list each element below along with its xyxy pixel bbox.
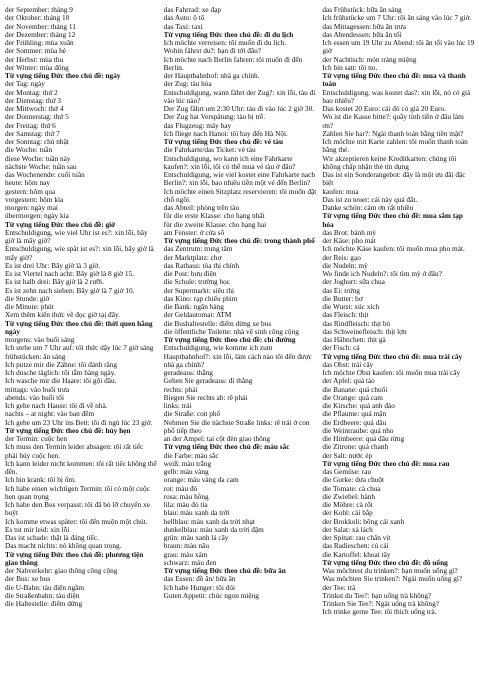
vocab-entry: Was möchtest du trinken?: bạn muốn uống gì? (322, 566, 458, 575)
vocab-entry: schwarz: màu đen (163, 557, 217, 567)
vocab-entry: Ich trinke gerne Tee: tôi thích uống trà. (322, 607, 437, 617)
vocab-entry: die Stunde: giờ (5, 293, 50, 303)
vocab-entry: grau: màu xám (163, 549, 208, 559)
vocab-entry: Danke schön: cảm ơn rất nhiều (322, 203, 414, 212)
vocab-entry: Xem thêm kiến thức về đọc giờ tại đây. (5, 310, 120, 320)
vocab-entry: geradeaus: thẳng (163, 368, 213, 377)
vocab-entry: grün: màu xanh lá cây (163, 533, 229, 542)
vocab-entry: der Dezember: tháng 12 (5, 29, 76, 39)
section-heading: Từ vựng tiếng Đức theo chủ đề: màu sắc (163, 442, 290, 452)
vocab-entry: Was möchten Sie trinken?: Ngài muốn uống gì? (322, 574, 463, 584)
vocab-entry: Zahlen Sie bar?: Ngài thanh toán bằng tiền mặt? (322, 128, 464, 138)
vocab-entry: Nehmen Sie die nächste Straße links: rẽ trái ở con phố tiếp theo (163, 417, 310, 435)
vocab-entry: Ich muss den Termin leider absagen: tôi rất tiếc phải hủy cuộc hẹn. (5, 442, 144, 460)
vocab-entry: Ich habe einen wichtigen Termin: tôi có một cuộc hẹn quan trọng (5, 483, 150, 501)
section-heading: Từ vựng tiếng Đức theo chủ đề: bữa ăn (163, 566, 286, 575)
vocab-entry: nachts – at night: vào ban đêm (5, 409, 95, 419)
vocab-entry: der Nahverkehr: giao thông công cộng (5, 566, 118, 575)
vocab-entry: der Kohl: cải bắp (322, 508, 373, 518)
vocab-entry: die Tomate: cà chua (322, 483, 381, 493)
vocab-entry: der Brokkoli: bông cải xanh (322, 516, 405, 526)
section-heading: Từ vựng tiếng Đức theo chủ đề: thời quen hằng ngày (5, 318, 153, 336)
vocab-entry: am Fenster: ở cửa sổ (163, 227, 225, 237)
vocab-entry: der Donnerstag: thứ 5 (5, 112, 69, 122)
vocab-entry: Entschuldigung, was kostet das?: xin lỗi, nó có giá bao nhiêu? (322, 87, 471, 105)
vocab-entry: der Montag: thứ 2 (5, 87, 58, 97)
vocab-entry: die Nudeln: mỳ (322, 260, 368, 270)
vocab-entry: die Minute: phút (5, 302, 54, 311)
vocab-entry: das Hähnchen: thịt gà (322, 335, 386, 344)
vocab-entry: mittags: vào buổi trưa (5, 384, 70, 394)
vocab-entry: Ich gehe nach Hause: tôi đi về nhà. (5, 401, 108, 410)
vocab-entry: das Taxi: taxi (163, 21, 203, 31)
vocab-entry: der Apfel: quả táo (322, 376, 375, 386)
vocab-entry: Entschuldigung, wann fährt der Zug?: xin lỗi, tàu đi vào lúc nào? (163, 87, 316, 105)
vocab-entry: die Himbeere: quả dâu rừng (322, 434, 405, 443)
vocab-entry: Entschuldigung, wo kann ich eine Fahrkarte kaufen?: xin lỗi, tôi có thể mua vé tàu ở đâu? (163, 153, 296, 171)
vocab-entry: die U-Bahn: tàu điện ngầm (5, 582, 85, 592)
section-heading: Từ vựng tiếng Đức theo chủ đề: phương tiện giao thông (5, 549, 144, 567)
vocab-entry: Ich putze mir die Zähne: tôi đánh răng (5, 359, 118, 369)
vocab-entry: die Bushaltestelle: điểm dừng xe bus (163, 318, 272, 328)
vocab-entry: braun: màu nâu (163, 541, 210, 551)
vocab-entry: diese Woche: tuần này (5, 153, 71, 163)
vocab-entry: weiß: màu trắng (163, 458, 212, 468)
vocab-entry: morgen: ngày mai (5, 203, 58, 212)
vocab-entry: Wohin fährst du?: bạn đi tới đâu? (163, 46, 261, 56)
vocab-entry: Trinkst du Tee?: bạn uống trà không? (322, 590, 432, 600)
vocab-entry: die Haltestelle: điểm dừng (5, 599, 83, 608)
vocab-entry: Es ist drei Uhr: Bây giờ là 3 giờ. (5, 260, 101, 270)
vocab-entry: der Sonntag: chủ nhật (5, 137, 69, 146)
section-heading: Từ vựng tiếng Đức theo chủ đề: mua sắm tạp hóa (322, 211, 463, 229)
section-heading: Từ vựng tiếng Đức theo chủ đề: chỉ đường (163, 335, 296, 344)
vocab-entry: der November: tháng 11 (5, 21, 76, 31)
vocab-entry: der Nachtisch: món tráng miệng (322, 54, 417, 64)
vocab-entry: die Post: bưu điện (163, 269, 217, 278)
vocab-entry: der Frühling: mùa xuân (5, 38, 74, 47)
section-heading: Từ vựng tiếng Đức theo chủ đề: hủy hẹn (5, 425, 131, 435)
vocab-entry: das Essen: đồ ăn/ bữa ăn (163, 574, 236, 584)
vocab-entry: Biegen Sie rechts ab: rẽ phải (163, 392, 248, 402)
vocab-entry: Entschuldigung, wie viel Uhr ist es?: xin lỗi, bây giờ là mấy giờ? (5, 227, 148, 245)
vocab-entry: der Spinat: rau chân vịt (322, 533, 391, 542)
vocab-entry: das Abendessen: bữa ăn tối (322, 29, 402, 39)
vocab-entry: die Wurst: xúc xích (322, 302, 380, 311)
section-heading: Từ vựng tiếng Đức theo chủ đề: ngày (5, 71, 121, 80)
vocab-entry: übermorgen: ngày kia (5, 211, 69, 221)
vocab-entry: das Zentrum: trung tâm (163, 244, 233, 254)
vocab-entry: Ich essen um 19 Uhr zu Abend: tôi ăn tối vào lúc 19 giờ (322, 38, 475, 56)
vocab-entry: das Frühstück: bữa ăn sáng (322, 6, 402, 14)
vocab-entry: Trinken Sie Tee?: Ngài uống trà không? (322, 599, 439, 608)
vocab-entry: gelb: màu vàng (163, 467, 209, 476)
vocab-entry: der Hauptbahnhof: nhà ga chính. (163, 71, 260, 80)
vocab-entry: die Pflaume: quả mận (322, 409, 387, 419)
section-heading: Từ vựng tiếng Đức theo chủ đề: giờ (5, 219, 116, 229)
vocab-entry: der Tee: trà (322, 582, 356, 592)
vocab-entry: Ich bin satt: tôi no. (322, 62, 378, 72)
vocab-entry: die Kirsche: quả anh đào (322, 401, 395, 410)
vocab-entry: das Fahrrad: xe đạp (163, 6, 222, 14)
vocab-entry: Ich habe Hunger: tôi đói (163, 582, 235, 592)
vocab-entry: Guten Appetit: chúc ngon miệng (163, 590, 259, 600)
vocab-entry: die Straßenbahn: tàu điện (5, 590, 80, 600)
vocab-entry: der Marktplatz: chợ (163, 252, 222, 262)
vocab-entry: die Gurke: dưa chuột (322, 475, 385, 485)
vocab-entry: heute: hôm nay (5, 178, 50, 188)
vocab-entry: Das ist schade: thật là đáng tiếc. (5, 533, 99, 542)
vocab-entry: das Brot: bánh mỳ (322, 227, 377, 237)
vocab-entry: Das ist ein Sonderangebot: đây là một ưu đãi đặc biệt (322, 170, 466, 188)
vocab-entry: das Flugzeug: máy bay (163, 120, 232, 130)
vocab-entry: der Tag: ngày (5, 79, 45, 89)
vocab-entry: für die zweite Klasse: cho hạng hai (163, 219, 267, 229)
vocab-entry: Ich möchte nach Berlin fahren: tôi muốn đi đến Berlin. (163, 54, 303, 72)
vocab-entry: Ich dusche täglich: tôi tắm hàng ngày. (5, 368, 116, 377)
vocab-entry: das Gemüse: rau (322, 467, 371, 476)
vocab-entry: die Kartoffel: khoai tây (322, 549, 391, 559)
vocab-entry: Entschuldigung, wie viel kostet eine Fahrkarte nach Berlin?: xin lỗi, bao nhiêu tiền một vé đến Berlin? (163, 170, 316, 188)
vocab-entry: Wo finde ich Nudeln?: tôi tìm mỳ ở đâu? (322, 269, 442, 278)
section-heading: Từ vựng tiếng Đức theo chủ đề: vé tàu (163, 137, 284, 146)
vocab-entry: das Abteil: phòng trên tàu (163, 203, 240, 212)
vocab-entry: die Zwiebel: hành (322, 491, 376, 501)
vocab-entry: das Ei: trứng (322, 285, 360, 295)
vocab-entry: der Supermarkt: siêu thị (163, 285, 234, 295)
vocab-entry: für die erste Klasse: cho hạng nhất (163, 211, 265, 221)
vocab-entry: gestern: hôm qua (5, 186, 56, 196)
vocab-entry: nächste Woche: tuần sau (5, 161, 77, 171)
vocab-entry: die Möhre: cà rốt (322, 500, 373, 509)
vocab-entry: Ich möchte Obst kaufen: tôi muốn mua trái cây (322, 368, 461, 377)
vocab-entry: dunkelblau: màu xanh da trời đậm (163, 524, 264, 534)
vocab-entry: Ich komme etwas später: tôi đến muộn một chút. (5, 516, 148, 526)
vocab-entry: lila: màu đỏ tía (163, 500, 208, 509)
vocab-entry: das Wochenende: cuối tuần (5, 170, 85, 179)
vocab-entry: die Straße: con phố (163, 409, 221, 419)
vocab-entry: orange: màu vàng da cam (163, 475, 239, 485)
vocab-entry: die Fahrkarte/das Ticket: vé tàu (163, 145, 256, 155)
vocab-entry: die Erdbeere: quả dâu (322, 417, 387, 427)
vocab-entry: Wo ist die Kasse bitte?: quầy tính tiền ở đâu làm ơn? (322, 112, 464, 130)
vocab-entry: Ich fliege nach Hanoi: tôi bay đến Hà Nội. (163, 128, 288, 138)
vocab-entry: kaufen: mua (322, 186, 359, 196)
vocab-entry: der Käse: pho mát (322, 236, 376, 245)
vocab-entry: der Freitag: thứ 6 (5, 120, 56, 130)
vocab-entry: Wir akzeptieren keine Kreditkarten: chúng tôi không chấp nhận thẻ tín dụng (322, 153, 457, 171)
vocab-entry: der Termin: cuộc hẹn (5, 434, 67, 443)
vocab-entry: links: trái (163, 401, 192, 410)
vocab-entry: an der Ampel: tại cột đèn giao thông (163, 434, 271, 443)
vocab-entry: hellblau: màu xanh da trời nhạt (163, 516, 255, 526)
vocab-entry: Ich habe den Bus verpasst: tôi đã bỏ lỡ chuyến xe buýt (5, 500, 150, 518)
vocab-entry: der Geldautomat: ATM (163, 310, 232, 320)
vocab-entry: die Orange: quả cam (322, 392, 383, 402)
vocab-entry: abends: vào buổi tối (5, 392, 64, 402)
vocab-entry: der Oktober: tháng 10 (5, 13, 70, 23)
vocab-entry: der Fisch: cá (322, 343, 360, 353)
vocab-entry: Ich möchte mit Karte zahlen: tôi muốn thanh toán bằng thẻ. (322, 137, 468, 155)
vocab-entry: das Rathaus: tòa thị chính (163, 260, 240, 270)
vocab-entry: rot: màu đỏ (163, 483, 198, 493)
section-heading: Từ vựng tiếng Đức theo chủ đề: đi du lịch (163, 29, 294, 39)
section-heading: Từ vựng tiếng Đức theo chủ đề: mua và thanh toán (322, 71, 466, 89)
vocab-entry: das Fleisch: thịt (322, 310, 369, 320)
vocab-entry: das Obst: trái cây (322, 359, 374, 369)
vocab-entry: das Schweinefleisch: thịt lợn (322, 326, 407, 336)
vocab-entry: morgens: vào buổi sáng (5, 335, 75, 344)
vocab-entry: Das ist zu teuer: cái này quá đắt. (322, 194, 418, 204)
vocab-entry: Ich möchte verreisen: tôi muốn đi du lịch. (163, 38, 287, 47)
vocab-entry: rosa: màu hồng (163, 491, 209, 501)
vocab-entry: der Reis: gạo (322, 252, 361, 262)
vocab-entry: der Salat: xà lách (322, 524, 373, 534)
vocab-entry: der Samstag: thứ 7 (5, 128, 60, 138)
vocab-entry: frühstücken: ăn sáng (5, 351, 66, 361)
vocab-entry: der Sommer: mùa hè (5, 46, 66, 56)
column-left (5, 6, 158, 687)
vocab-entry: Ich gehe um 23 Uhr ins Bett: tôi đi ngủ lúc 23 giờ. (5, 417, 153, 427)
vocab-entry: die öffentliche Toilette: nhà vệ sinh công cộng (163, 326, 299, 336)
vocab-entry: die Butter: bơ (322, 293, 363, 303)
vocab-entry: rechts: phải (163, 384, 198, 394)
vocab-entry: der September: tháng 9 (5, 6, 73, 14)
vocab-entry: Der Zug hat Verspätung: tàu bị trễ. (163, 112, 266, 122)
vocab-entry: Es ist halb drei: Bây giờ là 2 rưỡi. (5, 277, 105, 287)
vocab-entry: Ich möchte einen Sitzplatz reservieren: tôi muốn đặt chỗ ngồi. (163, 186, 317, 204)
section-heading: Từ vựng tiếng Đức theo chủ đề: mua trái cây (322, 351, 463, 361)
vocab-entry: Es ist zehn nach sieben: Bây giờ là 7 giờ 10. (5, 285, 135, 295)
vocab-entry: der Mittwoch: thứ 4 (5, 104, 64, 113)
section-heading: Từ vựng tiếng Đức theo chủ đề: trong thành phố (163, 236, 315, 245)
vocab-entry: Ich bin krank: tôi bị ốm. (5, 475, 76, 485)
vocab-entry: Entschuldigung, wie spät ist es?: xin lỗi, bây giờ là mấy giờ? (5, 244, 154, 262)
vocab-entry: die Banane: quả chuối (322, 384, 388, 394)
column-right (322, 6, 475, 687)
vocab-entry: die Weintraube: quả nho (322, 425, 394, 435)
section-heading: Từ vựng tiếng Đức theo chủ đề: đồ uống (322, 557, 448, 567)
vocab-entry: vorgestern: hôm kia (5, 194, 64, 204)
vocab-entry: die Zitrone: quả chanh (322, 442, 389, 452)
vocab-entry: die Woche: tuần (5, 145, 53, 155)
vocab-entry: der Salt: nước ép (322, 450, 373, 460)
vocab-entry: der Dienstag: thứ 3 (5, 95, 62, 105)
vocab-entry: Der Zug fährt um 2:30 Uhr: tàu đi vào lúc 2 giờ 30. (163, 104, 315, 113)
vocab-entry: Es ist Viertel nach acht: Bây giờ là 8 giờ 15. (5, 269, 134, 278)
vocab-entry: Gehen Sie geradeaus: đi thẳng (163, 376, 253, 386)
vocab-entry: der Joghurt: sữa chua (322, 277, 385, 287)
vocab-entry: Ich möchte Käse kaufen: tôi muốn mua pho mát. (322, 244, 465, 254)
vocab-entry: das Kino: rạp chiếu phim (163, 293, 238, 303)
vocab-entry: Das kostet 20 Euro: cái đó có giá 20 Euro. (322, 104, 446, 113)
vocab-entry: der Zug: tàu hỏa (163, 79, 212, 89)
vocab-entry: der Bus: xe bus (5, 574, 51, 584)
vocab-entry: Es tut mir leid: xin lỗi (5, 524, 70, 534)
vocab-entry: das Radieschen: củ cải (322, 541, 389, 551)
vocab-entry: Das macht nichts: nó không quan trọng. (5, 541, 122, 551)
vocab-entry: die Schule: trường học (163, 277, 231, 287)
vocab-entry: das Rindfleisch: thịt bò (322, 318, 391, 328)
vocab-entry: Entschuldigung, wie komme ich zum Hauptbahnhof?: xin lỗi, làm cách nào tôi đến được nhà ga chính? (163, 343, 312, 369)
vocab-entry: Ich kann leider nicht kommen: tôi rất tiếc không thể đến. (5, 458, 157, 476)
vocab-entry: blau: màu xanh da trời (163, 508, 230, 518)
section-heading: Từ vựng tiếng Đức theo chủ đề: mua rau (322, 458, 450, 468)
vocab-entry: Ich wasche mir die Haare: tôi gội đầu. (5, 376, 117, 386)
vocab-entry: der Herbst: mùa thu (5, 54, 64, 64)
vocab-entry: das Auto: ô tô (163, 13, 205, 23)
column-middle (164, 6, 317, 687)
vocab-entry: das Mittagessen: bữa ăn trưa (322, 21, 407, 31)
vocab-entry: der Winter: mùa đông (5, 62, 69, 72)
vocab-entry: Ich stehe um 7 Uhr auf: tôi thức dậy lúc 7 giờ sáng (5, 343, 154, 353)
vocab-entry: die Farbe: màu sắc (163, 450, 219, 460)
vocab-entry: Ich frühstücke um 7 Uhr: tôi ăn sáng vào lúc 7 giờ. (322, 13, 472, 23)
vocab-entry: die Bank: ngân hàng (163, 302, 224, 311)
